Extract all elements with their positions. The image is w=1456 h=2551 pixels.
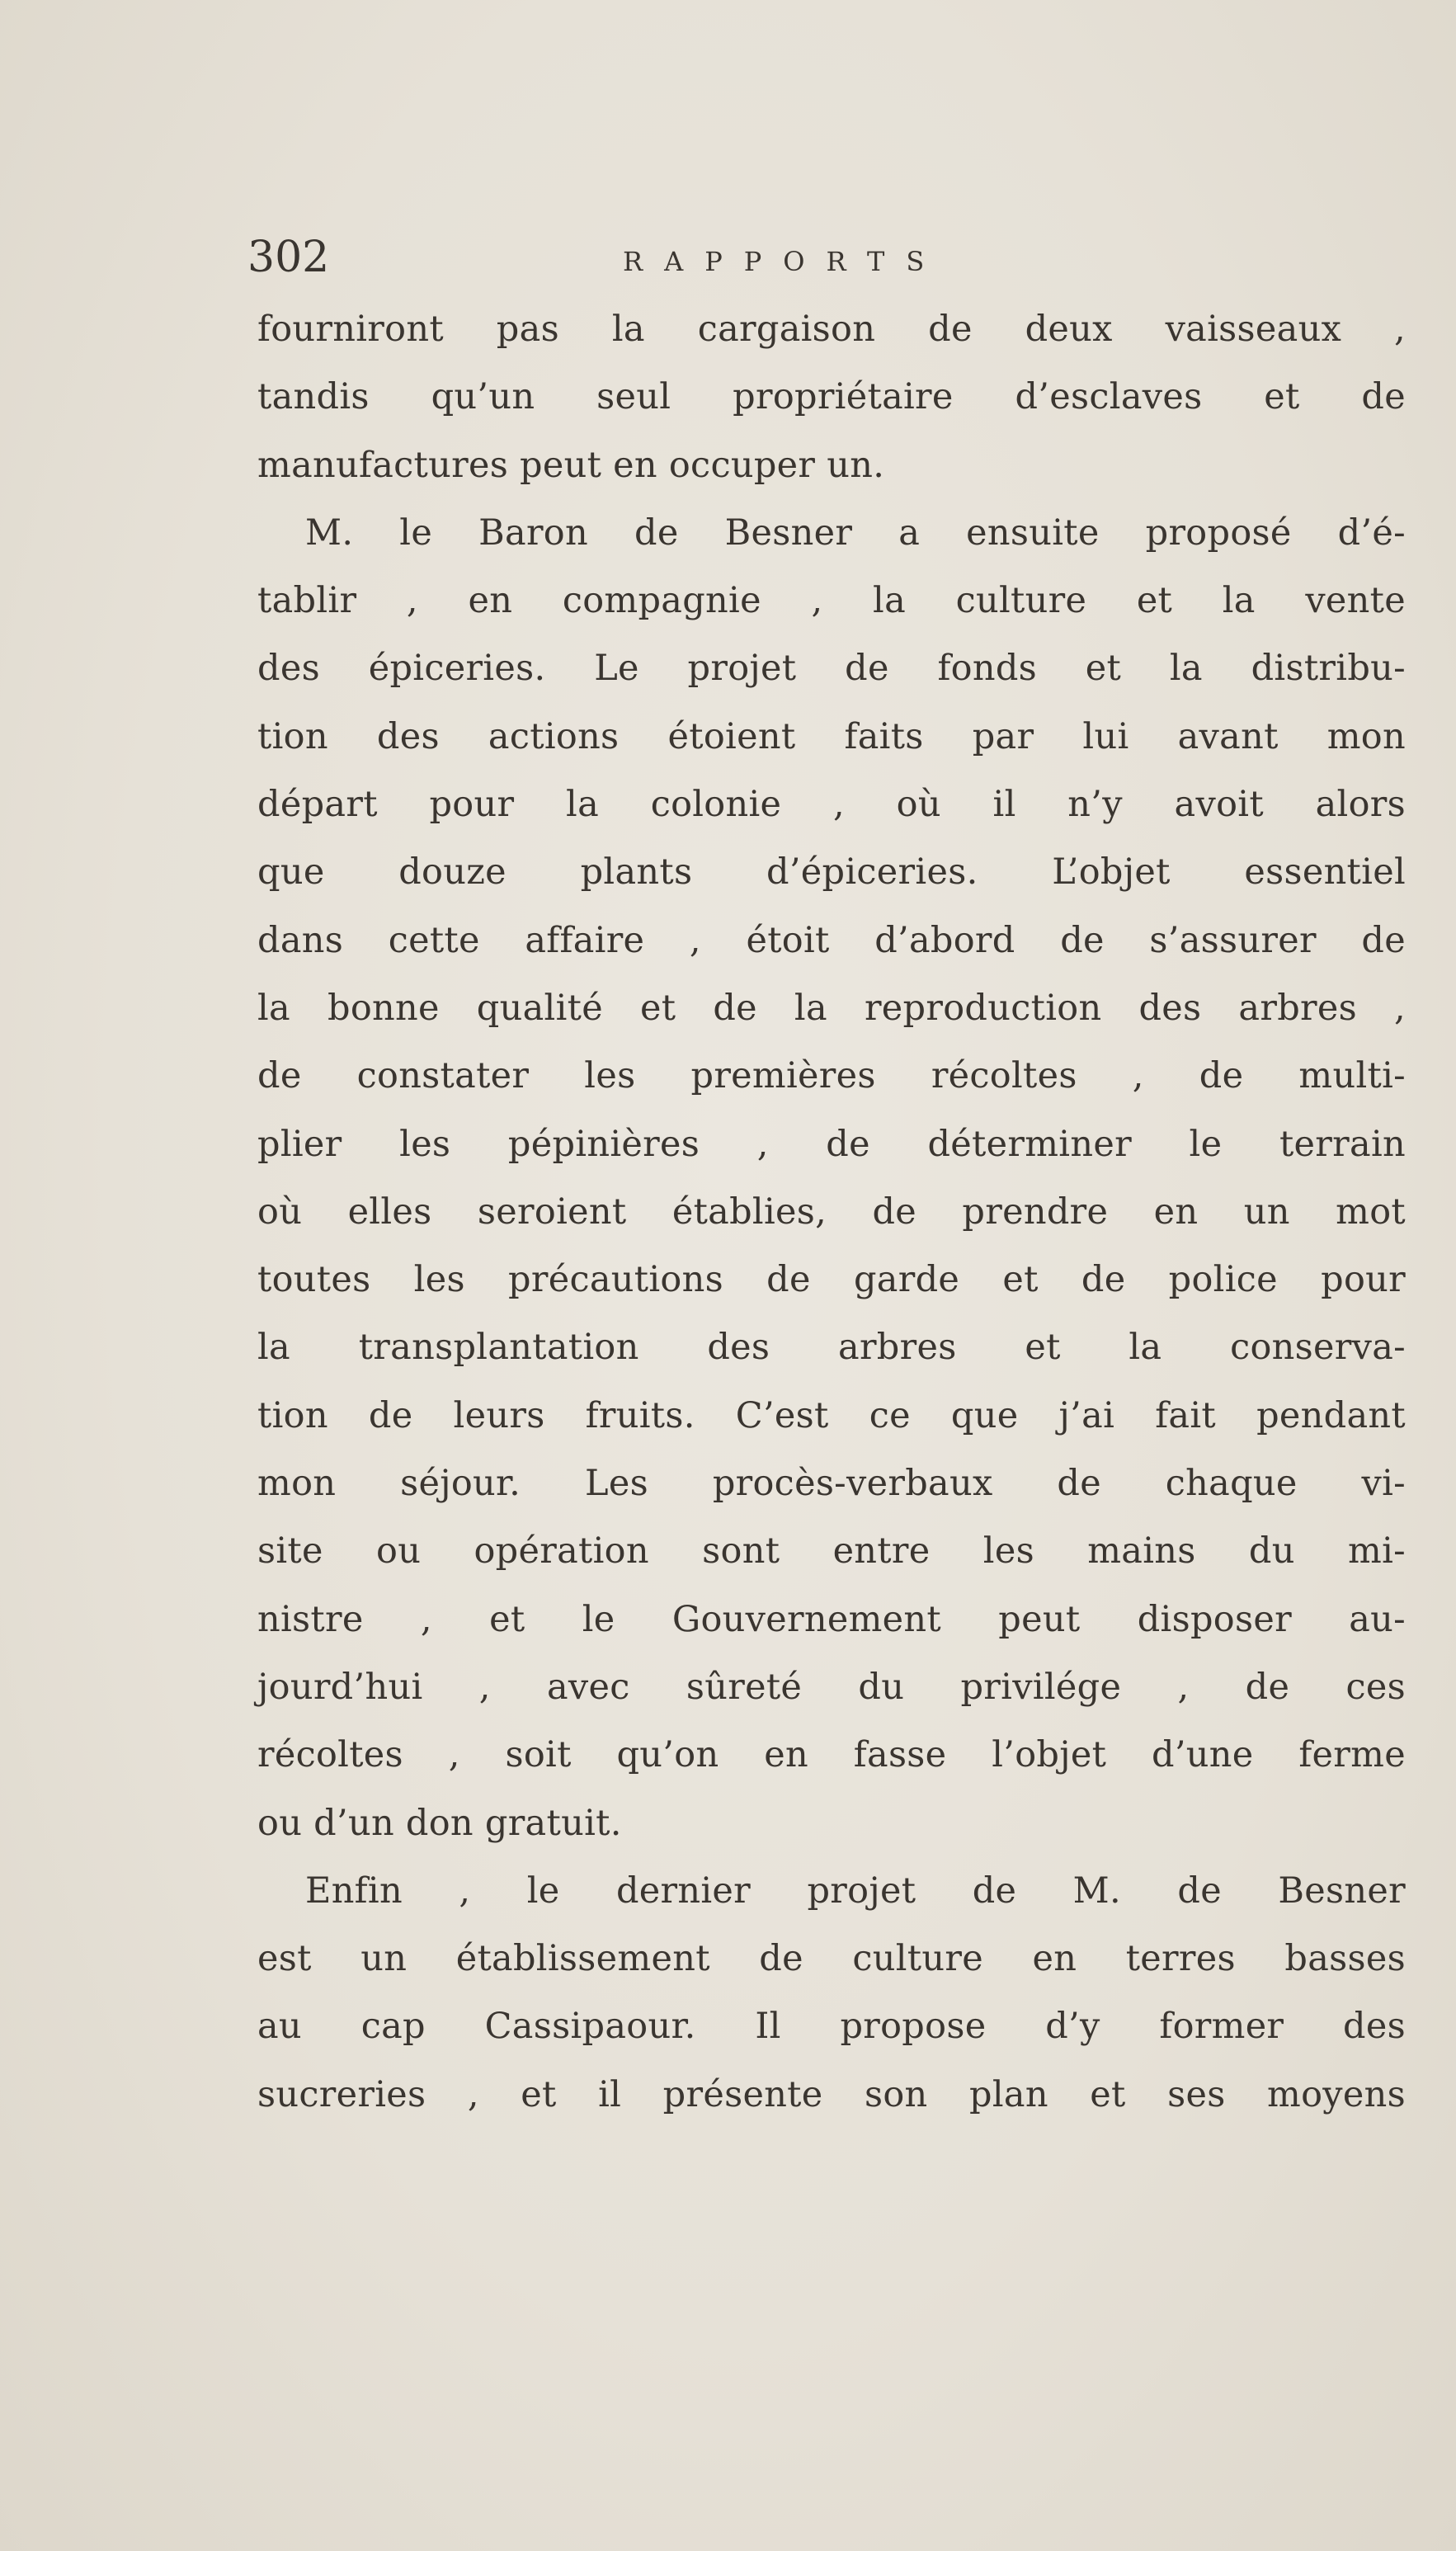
text-line: que douze plants d’épiceries. L’objet essentiel <box>257 851 1406 894</box>
text-line: tion des actions étoient faits par lui avant mon <box>257 715 1406 757</box>
text-line: plier les pépinières , de déterminer le terrain <box>257 1123 1406 1165</box>
text-line: manufactures peut en occuper un. <box>257 444 885 486</box>
text-line: des épiceries. Le projet de fonds et la distribu- <box>257 648 1406 690</box>
text-line: dans cette affaire , étoit d’abord de s’assurer de <box>257 919 1406 961</box>
body-text <box>257 295 1406 2129</box>
text-line: est un établissement de culture en terres basses <box>257 1938 1406 1980</box>
running-head: RAPPORTS <box>623 246 946 277</box>
text-line: jourd’hui , avec sûreté du privilége , de ces <box>257 1666 1406 1708</box>
text-line: tandis qu’un seul propriétaire d’esclaves et de <box>257 376 1406 418</box>
text-line: nistre , et le Gouvernement peut disposer au- <box>257 1598 1406 1640</box>
page-number: 302 <box>247 233 330 282</box>
page-header <box>247 233 1419 290</box>
text-line: où elles seroient établies, de prendre en un mot <box>257 1191 1406 1233</box>
text-line: la transplantation des arbres et la conserva- <box>257 1327 1406 1369</box>
text-line: tion de leurs fruits. C’est ce que j’ai fait pendant <box>257 1394 1406 1436</box>
paragraph-start-line: M. le Baron de Besner a ensuite proposé d’é- <box>305 512 1406 554</box>
paragraph-start-line: Enfin , le dernier projet de M. de Besner <box>305 1870 1406 1912</box>
text-line: récoltes , soit qu’on en fasse l’objet d’une ferme <box>257 1734 1406 1776</box>
text-line: de constater les premières récoltes , de multi- <box>257 1055 1406 1097</box>
text-line: au cap Cassipaour. Il propose d’y former des <box>257 2006 1406 2048</box>
text-line: ou d’un don gratuit. <box>257 1802 622 1844</box>
text-line: départ pour la colonie , où il n’y avoit alors <box>257 784 1406 826</box>
text-line: tablir , en compagnie , la culture et la vente <box>257 580 1406 622</box>
text-line: sucreries , et il présente son plan et ses moyens <box>257 2073 1406 2115</box>
text-line: toutes les précautions de garde et de police pour <box>257 1259 1406 1301</box>
text-line: site ou opération sont entre les mains du mi- <box>257 1530 1406 1573</box>
text-line: mon séjour. Les procès-verbaux de chaque vi- <box>257 1463 1406 1505</box>
text-line: fourniront pas la cargaison de deux vaisseaux , <box>257 309 1406 350</box>
text-line: la bonne qualité et de la reproduction des arbres , <box>257 987 1406 1029</box>
